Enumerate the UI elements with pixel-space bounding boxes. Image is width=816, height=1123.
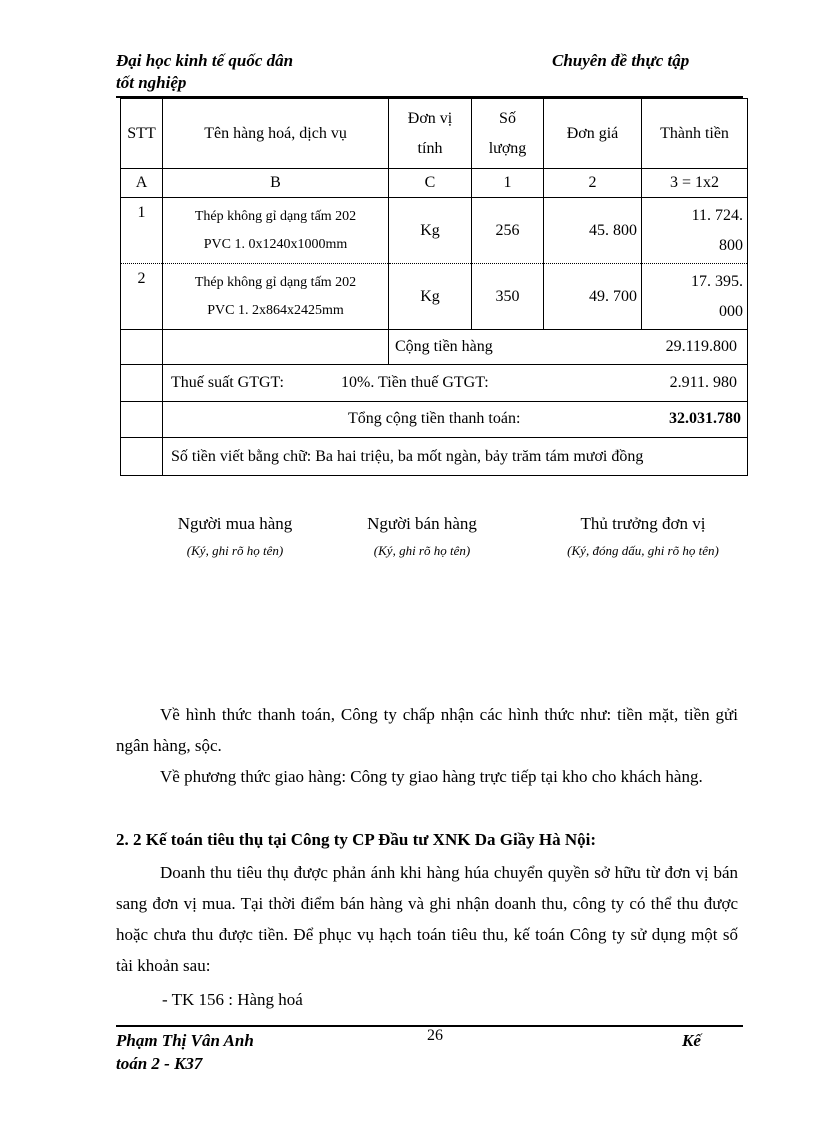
code-name: B xyxy=(163,169,389,198)
header-title: Chuyên đề thực tập xyxy=(552,51,690,70)
footer-right: Kế xyxy=(682,1031,701,1050)
signature-head: Thủ trưởng đơn vị (Ký, đóng dấu, ghi rõ họ tên) xyxy=(567,514,719,558)
paragraph-revenue: Doanh thu tiêu thụ được phản ánh khi hàng húa chuyển quyền sở hữu từ đơn vị bán sang đơn vị mua. Tại thời điểm bán hàng và ghi nhận doanh thu, công ty có thể thu được hoặc chưa thu được tiền. Để phục vụ hạch toán tiêu thu, kế toán Công ty sử dụng một số tài khoản sau: xyxy=(116,863,738,975)
code-total: 3 = 1x2 xyxy=(642,169,748,198)
row-unit: Kg xyxy=(389,198,472,264)
col-header-name: Tên hàng hoá, dịch vụ xyxy=(163,99,389,169)
account-list-item: - TK 156 : Hàng hoá xyxy=(162,990,303,1009)
row-price: 49. 700 xyxy=(544,264,642,330)
table-row xyxy=(121,198,748,264)
row-qty: 256 xyxy=(472,198,544,264)
col-header-total: Thành tiền xyxy=(642,99,748,169)
grand-total-label: Tổng cộng tiền thanh toán: xyxy=(348,410,521,427)
col-header-price: Đơn giá xyxy=(544,99,642,169)
paragraph-delivery: Về phương thức giao hàng: Công ty giao hàng trực tiếp tại kho cho khách hàng. xyxy=(160,767,703,786)
row-price: 45. 800 xyxy=(544,198,642,264)
grand-total-value: 32.031.780 xyxy=(669,410,741,427)
invoice-table xyxy=(120,98,748,476)
signature-seller: Người bán hàng (Ký, ghi rõ họ tên) xyxy=(367,514,477,558)
row-qty: 350 xyxy=(472,264,544,330)
col-header-unit: Đơn vị tính xyxy=(389,99,472,169)
code-row xyxy=(121,169,748,198)
header-university-cont: tốt nghiệp xyxy=(116,73,187,92)
row-name: Thép không gỉ dạng tấm 202 PVC 1. 2x864x2425mm xyxy=(163,264,389,330)
subtotal-label: Cộng tiền hàng xyxy=(395,338,493,355)
signature-buyer: Người mua hàng (Ký, ghi rõ họ tên) xyxy=(177,514,293,558)
grand-total-row xyxy=(121,402,748,438)
row-stt: 1 xyxy=(121,198,163,264)
paragraph-payment: Về hình thức thanh toán, Công ty chấp nhận các hình thức như: tiền mặt, tiền gửi ngân hàng, sộc. xyxy=(116,705,738,755)
subtotal-row xyxy=(121,330,748,365)
code-qty: 1 xyxy=(472,169,544,198)
code-stt: A xyxy=(121,169,163,198)
page-number: 26 xyxy=(427,1027,443,1044)
section-heading: 2. 2 Kế toán tiêu thụ tại Công ty CP Đầu tư XNK Da Giầy Hà Nội: xyxy=(116,830,597,849)
header-university: Đại học kinh tế quốc dân xyxy=(116,51,294,70)
amount-in-words-row xyxy=(121,438,748,476)
amount-in-words: Số tiền viết bằng chữ: Ba hai triệu, ba mốt ngàn, bảy trăm tám mươi đồng xyxy=(163,438,748,476)
footer-author: Phạm Thị Vân Anh xyxy=(116,1031,254,1050)
vat-row xyxy=(121,365,748,402)
code-unit: C xyxy=(389,169,472,198)
col-header-stt: STT xyxy=(121,99,163,169)
vat-rate: 10%. Tiền thuế GTGT: xyxy=(341,374,489,391)
vat-label: Thuế suất GTGT: xyxy=(171,374,284,391)
row-name: Thép không gỉ dạng tấm 202 PVC 1. 0x1240x1000mm xyxy=(163,198,389,264)
row-unit: Kg xyxy=(389,264,472,330)
code-price: 2 xyxy=(544,169,642,198)
footer-class: toán 2 - K37 xyxy=(116,1054,203,1073)
row-total: 11. 724. 800 xyxy=(642,198,748,264)
col-header-qty: Số lượng xyxy=(472,99,544,169)
vat-value: 2.911. 980 xyxy=(669,374,737,391)
row-stt: 2 xyxy=(121,264,163,330)
table-row xyxy=(121,264,748,330)
row-total: 17. 395. 000 xyxy=(642,264,748,330)
subtotal-value: 29.119.800 xyxy=(665,338,737,355)
table-header-row xyxy=(121,99,748,169)
